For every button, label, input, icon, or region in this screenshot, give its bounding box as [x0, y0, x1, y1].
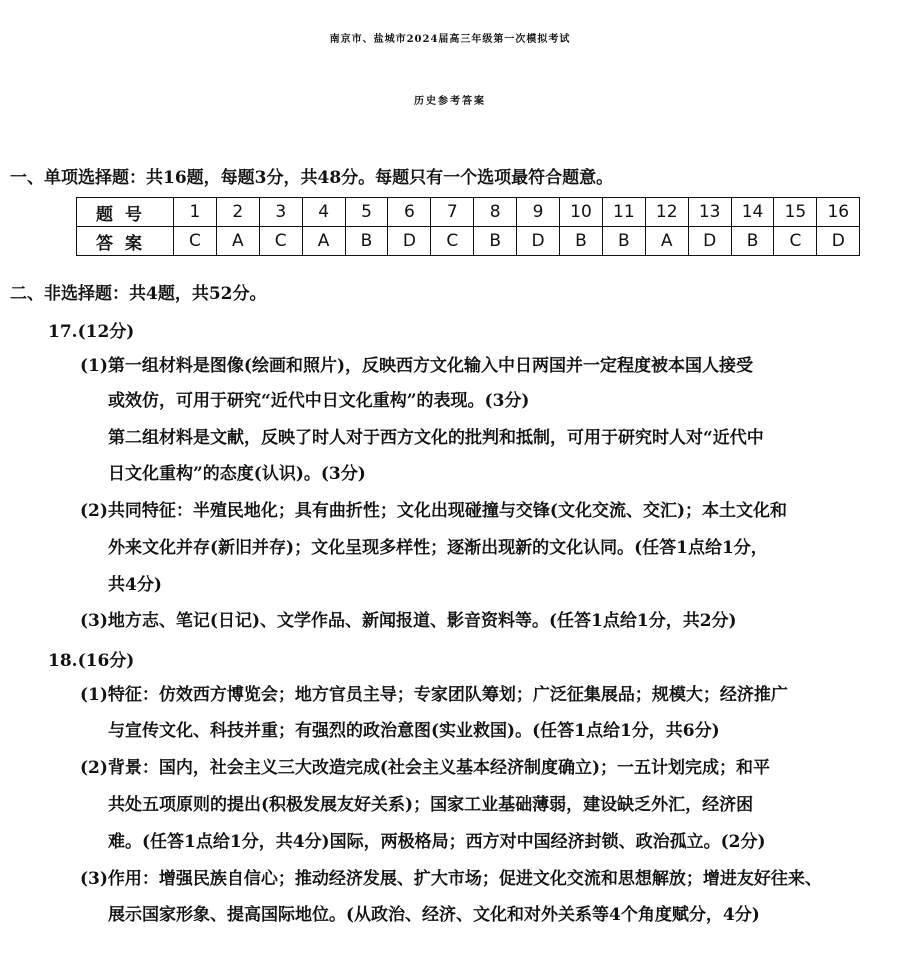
- answer-line: 共4分): [108, 575, 162, 595]
- answer-cell: A: [216, 227, 259, 256]
- answer-line: 难。(任答1点给1分，共4分)国际，两极格局；西方对中国经济封锁、政治孤立。(2分): [108, 832, 766, 852]
- answer-line: 展示国家形象、提高国际地位。(从政治、经济、文化和对外关系等4个角度赋分，4分): [108, 905, 760, 925]
- answer-cell: D: [517, 227, 560, 256]
- answer-cell: C: [431, 227, 474, 256]
- answer-row: [77, 227, 860, 256]
- answer-line: (2)背景：国内，社会主义三大改造完成(社会主义基本经济制度确立)；一五计划完成；和平: [80, 758, 771, 778]
- answer-line: (2)共同特征：半殖民地化；具有曲折性；文化出现碰撞与交锋(文化交流、交汇)；本土文化和: [80, 501, 788, 521]
- answer-cell: B: [560, 227, 603, 256]
- page-subtitle: 历史参考答案: [414, 96, 486, 107]
- section-2-heading: 二、非选择题：共4题，共52分。: [10, 284, 267, 304]
- question-number: 14: [731, 198, 774, 227]
- question-18-heading: 18.(16分): [48, 651, 135, 671]
- question-number: 7: [431, 198, 474, 227]
- answer-line: 第二组材料是文献，反映了时人对于西方文化的批判和抵制，可用于研究时人对“近代中: [108, 428, 764, 448]
- answer-line: (3)地方志、笔记(日记)、文学作品、新闻报道、影音资料等。(任答1点给1分，共2分): [80, 611, 737, 631]
- question-number: 1: [174, 198, 217, 227]
- question-number: 8: [474, 198, 517, 227]
- question-number: 11: [602, 198, 645, 227]
- answer-cell: A: [302, 227, 345, 256]
- question-17-heading: 17.(12分): [48, 322, 135, 342]
- question-number: 3: [259, 198, 302, 227]
- answer-cell: C: [774, 227, 817, 256]
- page-title: 南京市、盐城市2024届高三年级第一次模拟考试: [329, 34, 571, 45]
- section-1-heading: 一、单项选择题：共16题，每题3分，共48分。每题只有一个选项最符合题意。: [10, 168, 614, 188]
- question-number: 4: [302, 198, 345, 227]
- answer-cell: D: [817, 227, 860, 256]
- question-number: 12: [645, 198, 688, 227]
- answer-line: (1)特征：仿效西方博览会；地方官员主导；专家团队筹划；广泛征集展品；规模大；经济推广: [80, 685, 788, 705]
- answer-table: [76, 197, 860, 256]
- answer-cell: B: [345, 227, 388, 256]
- answer-line: 外来文化并存(新旧并存)；文化呈现多样性；逐渐出现新的文化认同。(任答1点给1分，: [108, 538, 768, 558]
- question-number: 15: [774, 198, 817, 227]
- answer-cell: D: [688, 227, 731, 256]
- question-number: 13: [688, 198, 731, 227]
- answer-cell: B: [474, 227, 517, 256]
- answer-cell: D: [388, 227, 431, 256]
- answer-line: (1)第一组材料是图像(绘画和照片)，反映西方文化输入中日两国并一定程度被本国人接受: [80, 356, 754, 376]
- answer-cell: A: [645, 227, 688, 256]
- answer-cell: B: [602, 227, 645, 256]
- question-number-row: [77, 198, 860, 227]
- question-number: 6: [388, 198, 431, 227]
- question-number: 9: [517, 198, 560, 227]
- answer-line: 日文化重构”的态度(认识)。(3分): [108, 464, 366, 484]
- answer-cell: B: [731, 227, 774, 256]
- answer-cell: C: [174, 227, 217, 256]
- answer-line: 与宣传文化、科技并重；有强烈的政治意图(实业救国)。(任答1点给1分，共6分): [108, 721, 720, 741]
- question-number: 2: [216, 198, 259, 227]
- question-number: 16: [817, 198, 860, 227]
- row-label-question-number: 题号: [77, 198, 174, 227]
- row-label-answer: 答案: [77, 227, 174, 256]
- answer-cell: C: [259, 227, 302, 256]
- answer-line: 或效仿，可用于研究“近代中日文化重构”的表现。(3分): [108, 391, 530, 411]
- answer-line: 共处五项原则的提出(积极发展友好关系)；国家工业基础薄弱，建设缺乏外汇，经济困: [108, 795, 754, 815]
- question-number: 10: [560, 198, 603, 227]
- answer-line: (3)作用：增强民族自信心；推动经济发展、扩大市场；促进文化交流和思想解放；增进友好往来、: [80, 869, 822, 889]
- question-number: 5: [345, 198, 388, 227]
